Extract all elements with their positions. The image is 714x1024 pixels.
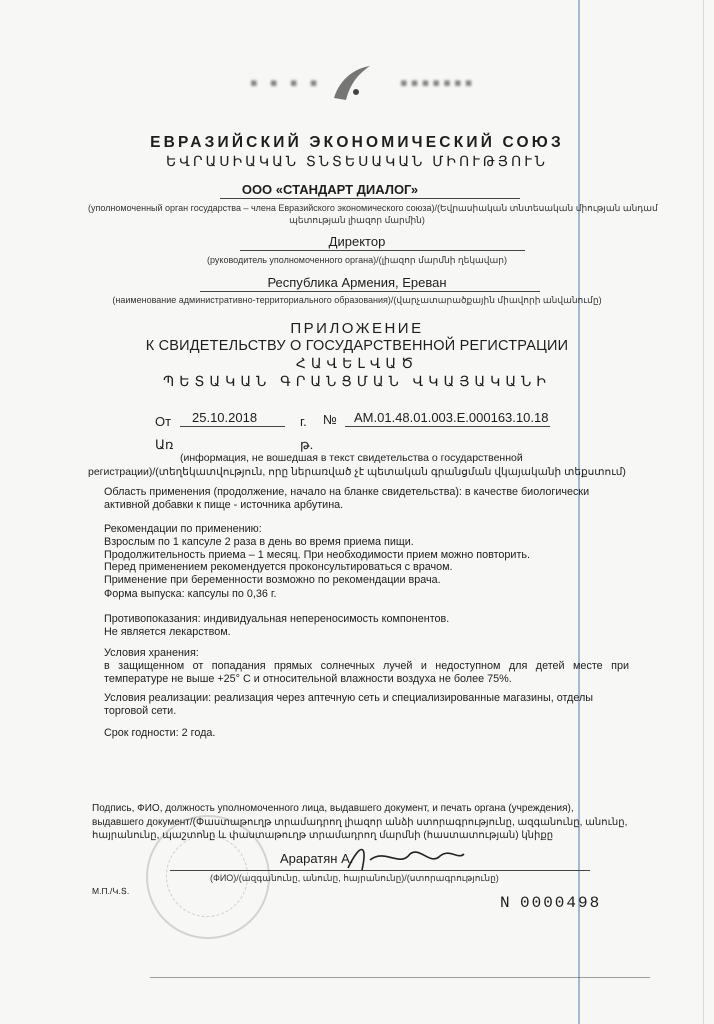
bottom-rule bbox=[150, 977, 650, 978]
year-label: г. bbox=[300, 414, 307, 429]
storage-title: Условия хранения: bbox=[104, 647, 199, 659]
contraindications-line: Противопоказания: индивидуальная непереносимость компонентов. bbox=[104, 613, 450, 625]
signature-icon bbox=[340, 838, 470, 878]
title-certificate-ru: К СВИДЕТЕЛЬСТВУ О ГОСУДАРСТВЕННОЙ РЕГИСТРАЦИИ bbox=[145, 338, 569, 354]
head-position-underline bbox=[240, 250, 525, 251]
organization-caption-2: պետության լիազոր մարմին) bbox=[289, 215, 425, 225]
recommendations-block bbox=[104, 523, 604, 587]
from-label-hy: Առ bbox=[155, 437, 174, 452]
contraindications-block bbox=[104, 613, 604, 639]
date-underline bbox=[180, 426, 285, 427]
location: Республика Армения, Ереван bbox=[267, 275, 447, 290]
recommendations-line: Перед применением рекомендуется проконсультироваться с врачом. bbox=[104, 561, 453, 574]
signatory-caption: (ФИО)/(ազգանունը, անունը, հայրանունը)/(ստորագրությունը) bbox=[210, 873, 499, 883]
signature-underline bbox=[170, 870, 590, 871]
organization-name: ООО «СТАНДАРТ ДИАЛОГ» bbox=[241, 182, 419, 197]
union-name-hy: ԵՎՐԱՍԻԱԿԱՆ ՏՆՏԵՍԱԿԱՆ ՄԻՈՒԹՅՈՒՆ bbox=[166, 153, 548, 169]
registration-number: AM.01.48.01.003.E.000163.10.18 bbox=[354, 410, 549, 425]
signature-caption-2: выдавшего документ/(Փաստաթուղթ տրամադրող լիազոր անձի ստորագրությունը, ազգանունը, անունը, bbox=[92, 816, 628, 828]
storage-block bbox=[104, 647, 629, 685]
from-label: От bbox=[155, 414, 172, 429]
year-label-hy: թ. bbox=[300, 437, 314, 452]
signature-caption-3: հայրանունը, պաշտոնը և փաստաթուղթ տրամադրող մարմնի (հաստատության) կնիքը bbox=[92, 830, 554, 841]
recommendations-title: Рекомендации по применению: bbox=[104, 523, 262, 535]
info-caption-2: регистрации)/(տեղեկատվություն, որը ներառված չէ պետական գրանցման վկայականի տեքստում) bbox=[88, 466, 626, 478]
organization-caption-1: (уполномоченный орган государства – члена Евразийского экономического союза)/(Եվրասիական տնտեսական միության անդամ bbox=[88, 203, 658, 213]
location-underline bbox=[200, 291, 540, 292]
union-name-ru: ЕВРАЗИЙСКИЙ ЭКОНОМИЧЕСКИЙ СОЮЗ bbox=[150, 134, 564, 151]
title-appendix-hy: ՀԱՎԵԼՎԱԾ bbox=[295, 355, 419, 371]
sale-conditions: Условия реализации: реализация через аптечную сеть и специализированные магазины, отделы торговой сети. bbox=[104, 692, 594, 717]
storage-text: в защищенном от попадания прямых солнечных лучей и недоступном для детей месте при температуре не выше +25° С и относительной влажности воздуха не более 75%. bbox=[104, 659, 629, 685]
recommendations-line: Продолжительность приема – 1 месяц. При необходимости прием можно повторить. bbox=[104, 548, 531, 561]
serial-label: N bbox=[500, 894, 512, 912]
recommendations-line: Взрослым по 1 капсуле 2 раза в день во время приема пищи. bbox=[104, 535, 414, 548]
recommendations-line: Применение при беременности возможно по рекомендации врача. bbox=[104, 574, 441, 587]
header-blurred-text-left: ▪ ▪ ▪ ▪ bbox=[250, 70, 321, 95]
not-medicine-line: Не является лекарством. bbox=[104, 625, 231, 638]
organization-underline bbox=[220, 198, 520, 199]
signatory-name: Араратян А. bbox=[280, 851, 354, 866]
number-underline bbox=[345, 426, 550, 427]
number-label: № bbox=[323, 412, 337, 427]
registration-date: 25.10.2018 bbox=[192, 410, 258, 425]
serial-number: 0000498 bbox=[520, 894, 602, 912]
head-position-caption: (руководитель уполномоченного органа)/(լիազոր մարմնի ղեկավար) bbox=[207, 255, 507, 265]
head-position: Директор bbox=[328, 234, 386, 249]
info-caption-1: (информация, не вошедшая в текст свидетельства о государственной bbox=[180, 452, 523, 464]
eaeu-emblem-icon bbox=[326, 58, 376, 108]
application-area: Область применения (продолжение, начало на бланке свидетельства): в качестве биологически активной добавки к пище - источника арбутина. bbox=[104, 486, 590, 511]
shelf-life: Срок годности: 2 года. bbox=[104, 727, 216, 739]
title-certificate-hy: ՊԵՏԱԿԱՆ ԳՐԱՆՑՄԱՆ ՎԿԱՅԱԿԱՆԻ bbox=[163, 373, 551, 389]
stamp-place-label: М.П./Կ.Տ. bbox=[92, 886, 130, 896]
title-appendix-ru: ПРИЛОЖЕНИЕ bbox=[290, 320, 424, 337]
release-form: Форма выпуска: капсулы по 0,36 г. bbox=[104, 588, 277, 600]
location-caption: (наименование административно-территориального образования)/(վարչատարածքային միավորի անվանումը) bbox=[112, 295, 602, 305]
header-blurred-text-right: ▪▪▪▪▪▪▪ bbox=[400, 70, 476, 95]
signature-caption-1: Подпись, ФИО, должность уполномоченного лица, выдавшего документ, и печать органа (учреждения), bbox=[92, 803, 574, 814]
